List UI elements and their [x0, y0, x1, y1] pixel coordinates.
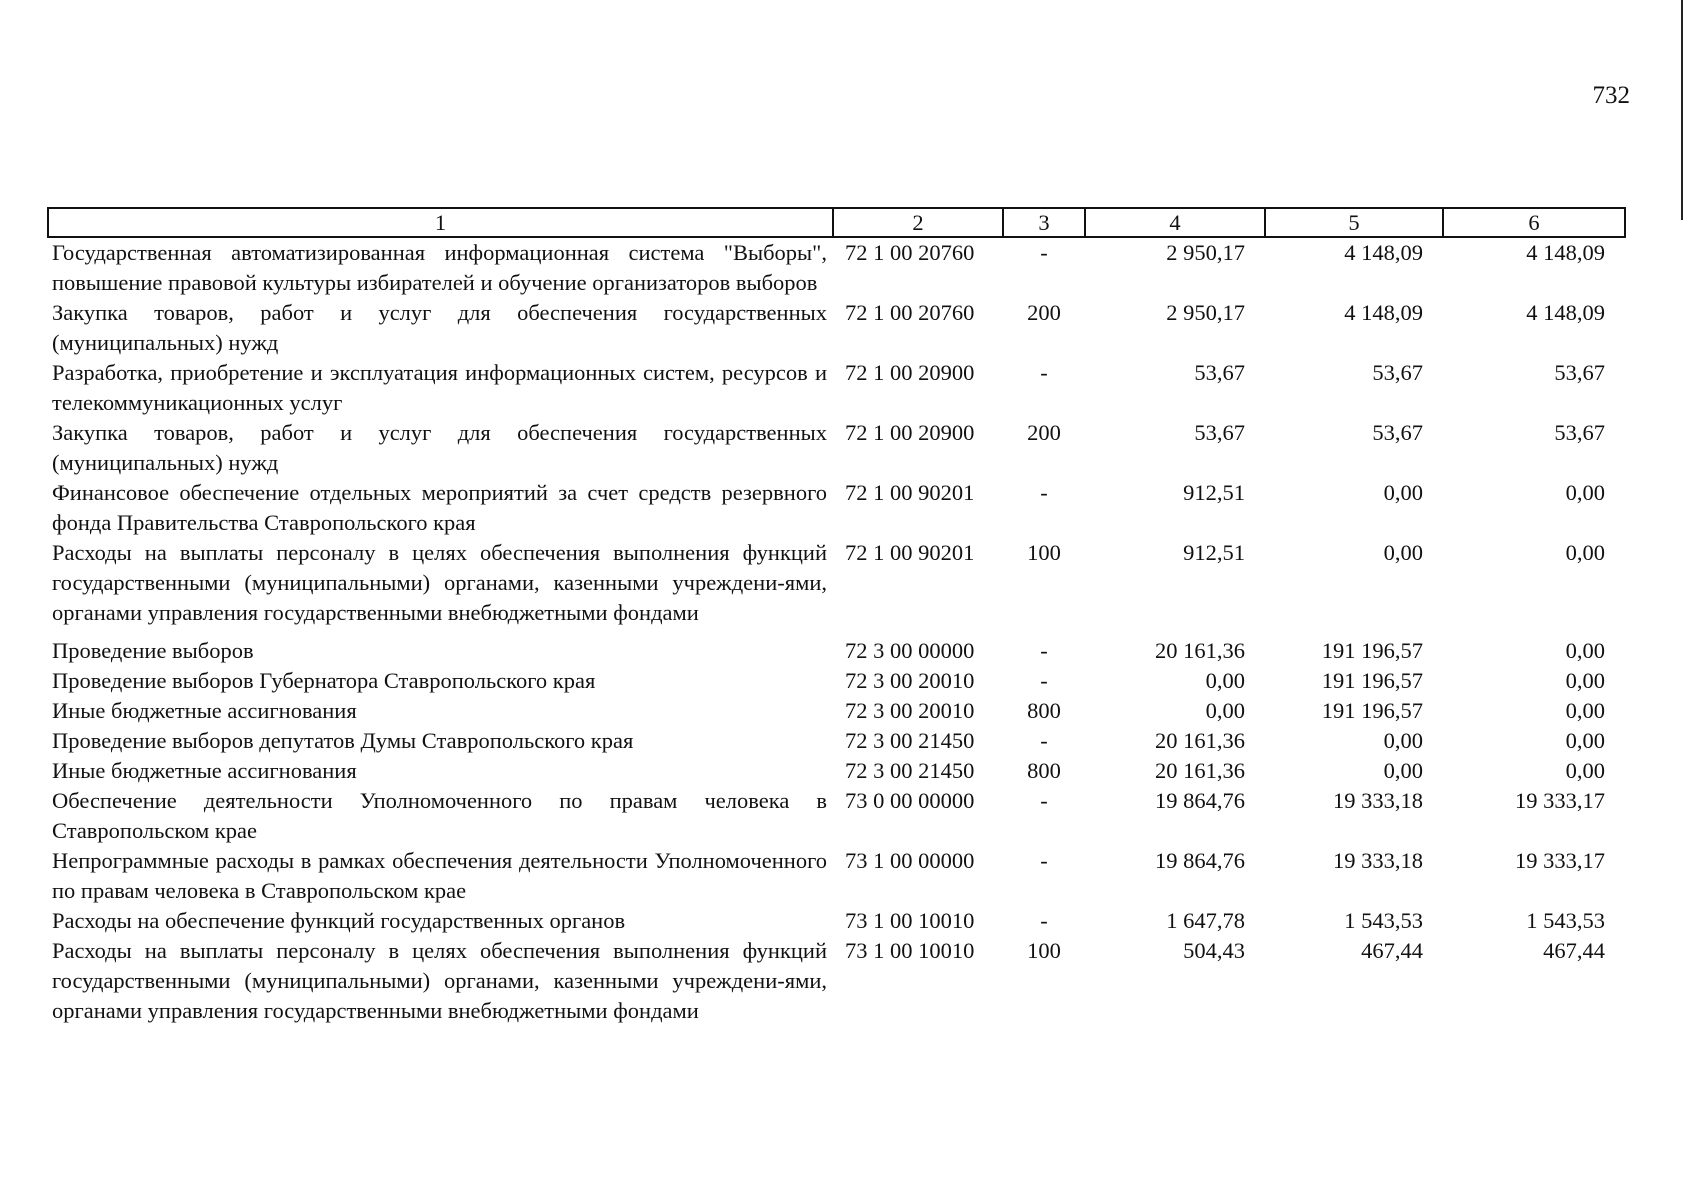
expense-type-cell: 800: [1027, 758, 1061, 783]
amount-col6-cell: 0,00: [1565, 728, 1605, 753]
target-code-cell: 72 3 00 21450: [845, 728, 975, 753]
amount-col6-cell: 4 148,09: [1526, 300, 1605, 325]
column-header: 1: [48, 208, 833, 237]
amount-col5-cell: 19 333,18: [1333, 788, 1423, 813]
amount-col6-cell: 1 543,53: [1526, 908, 1605, 933]
amount-col5-cell: 0,00: [1383, 728, 1423, 753]
table-row: [48, 478, 1625, 538]
table-row: [48, 666, 1625, 696]
target-code-cell: 72 3 00 20010: [845, 668, 975, 693]
amount-col5-cell: 0,00: [1383, 480, 1423, 505]
row-name-cell: Расходы на выплаты персоналу в целях обеспечения выполнения функций государственными (муниципальными) органами, казенными учреждени-ями, органами управления государственными внебюджетными фондами: [52, 938, 827, 1023]
amount-col5-cell: 4 148,09: [1344, 240, 1423, 265]
expense-type-cell: 100: [1027, 938, 1061, 963]
expense-type-cell: 800: [1027, 698, 1061, 723]
row-name-cell: Разработка, приобретение и эксплуатация информационных систем, ресурсов и телекоммуникационных услуг: [52, 360, 827, 415]
row-name-cell: Государственная автоматизированная информационная система "Выборы", повышение правовой культуры избирателей и обучение организаторов выборов: [52, 240, 827, 295]
table-row: [48, 906, 1625, 936]
row-name-cell: Закупка товаров, работ и услуг для обеспечения государственных (муниципальных) нужд: [52, 300, 827, 355]
expense-type-cell: -: [1040, 728, 1048, 753]
target-code-cell: 72 1 00 90201: [845, 480, 975, 505]
target-code-cell: 72 1 00 20900: [845, 360, 975, 385]
amount-col4-cell: 19 864,76: [1155, 788, 1245, 813]
amount-col6-cell: 0,00: [1565, 668, 1605, 693]
amount-col6-cell: 0,00: [1565, 480, 1605, 505]
amount-col5-cell: 0,00: [1383, 540, 1423, 565]
amount-col4-cell: 0,00: [1205, 668, 1245, 693]
expense-type-cell: 200: [1027, 420, 1061, 445]
amount-col6-cell: 19 333,17: [1515, 788, 1605, 813]
table-row: [48, 628, 1625, 666]
column-header: 4: [1085, 208, 1265, 237]
target-code-cell: 72 3 00 20010: [845, 698, 975, 723]
amount-col4-cell: 912,51: [1183, 540, 1245, 565]
table-row: [48, 756, 1625, 786]
row-name-cell: Финансовое обеспечение отдельных мероприятий за счет средств резервного фонда Правительства Ставропольского края: [52, 480, 827, 535]
table-row: [48, 696, 1625, 726]
amount-col6-cell: 467,44: [1543, 938, 1605, 963]
amount-col5-cell: 191 196,57: [1321, 698, 1423, 723]
page-edge-line: [1681, 0, 1683, 220]
target-code-cell: 72 3 00 21450: [845, 758, 975, 783]
column-header: 3: [1003, 208, 1085, 237]
amount-col5-cell: 0,00: [1383, 758, 1423, 783]
amount-col4-cell: 20 161,36: [1155, 638, 1245, 663]
expense-type-cell: -: [1040, 360, 1048, 385]
table-row: [48, 936, 1625, 1026]
amount-col4-cell: 0,00: [1205, 698, 1245, 723]
row-name-cell: Непрограммные расходы в рамках обеспечения деятельности Уполномоченного по правам человека в Ставропольском крае: [52, 848, 827, 903]
table-row: [48, 786, 1625, 846]
column-header: 5: [1265, 208, 1443, 237]
amount-col4-cell: 2 950,17: [1166, 240, 1245, 265]
expense-type-cell: -: [1040, 638, 1048, 663]
amount-col6-cell: 0,00: [1565, 698, 1605, 723]
target-code-cell: 73 1 00 10010: [845, 908, 975, 933]
amount-col5-cell: 1 543,53: [1344, 908, 1423, 933]
amount-col6-cell: 19 333,17: [1515, 848, 1605, 873]
expense-type-cell: -: [1040, 848, 1048, 873]
amount-col4-cell: 1 647,78: [1166, 908, 1245, 933]
amount-col6-cell: 0,00: [1565, 758, 1605, 783]
amount-col6-cell: 0,00: [1565, 540, 1605, 565]
target-code-cell: 72 1 00 20760: [845, 300, 975, 325]
table-row: [48, 418, 1625, 478]
amount-col5-cell: 467,44: [1361, 938, 1423, 963]
amount-col4-cell: 912,51: [1183, 480, 1245, 505]
row-name-cell: Закупка товаров, работ и услуг для обеспечения государственных (муниципальных) нужд: [52, 420, 827, 475]
amount-col6-cell: 0,00: [1565, 638, 1605, 663]
row-name-cell: Проведение выборов Губернатора Ставропольского края: [52, 668, 596, 693]
table-row: [48, 237, 1625, 298]
column-number-header-row: [48, 208, 1625, 237]
target-code-cell: 72 3 00 00000: [845, 638, 975, 663]
amount-col5-cell: 53,67: [1372, 420, 1423, 445]
expense-type-cell: -: [1040, 480, 1048, 505]
amount-col4-cell: 20 161,36: [1155, 728, 1245, 753]
target-code-cell: 72 1 00 20900: [845, 420, 975, 445]
amount-col4-cell: 504,43: [1183, 938, 1245, 963]
amount-col5-cell: 19 333,18: [1333, 848, 1423, 873]
row-name-cell: Проведение выборов депутатов Думы Ставропольского края: [52, 728, 634, 753]
column-header: 2: [833, 208, 1003, 237]
target-code-cell: 73 0 00 00000: [845, 788, 975, 813]
expense-type-cell: 100: [1027, 540, 1061, 565]
amount-col4-cell: 2 950,17: [1166, 300, 1245, 325]
row-name-cell: Расходы на выплаты персоналу в целях обеспечения выполнения функций государственными (муниципальными) органами, казенными учреждени-ями, органами управления государственными внебюджетными фондами: [52, 540, 827, 625]
target-code-cell: 73 1 00 00000: [845, 848, 975, 873]
column-header: 6: [1443, 208, 1625, 237]
row-name-cell: Иные бюджетные ассигнования: [52, 758, 357, 783]
expense-type-cell: -: [1040, 240, 1048, 265]
amount-col6-cell: 53,67: [1554, 360, 1605, 385]
target-code-cell: 72 1 00 90201: [845, 540, 975, 565]
amount-col5-cell: 191 196,57: [1321, 668, 1423, 693]
table-row: [48, 358, 1625, 418]
amount-col4-cell: 20 161,36: [1155, 758, 1245, 783]
table-row: [48, 726, 1625, 756]
table-row: [48, 298, 1625, 358]
budget-table: [47, 207, 1626, 1026]
amount-col4-cell: 19 864,76: [1155, 848, 1245, 873]
row-name-cell: Иные бюджетные ассигнования: [52, 698, 357, 723]
expense-type-cell: -: [1040, 668, 1048, 693]
page-number: 732: [1592, 82, 1630, 109]
amount-col5-cell: 53,67: [1372, 360, 1423, 385]
expense-type-cell: 200: [1027, 300, 1061, 325]
table-row: [48, 846, 1625, 906]
expense-type-cell: -: [1040, 908, 1048, 933]
table-row: [48, 538, 1625, 628]
row-name-cell: Расходы на обеспечение функций государственных органов: [52, 908, 626, 933]
amount-col6-cell: 53,67: [1554, 420, 1605, 445]
amount-col4-cell: 53,67: [1194, 360, 1245, 385]
amount-col5-cell: 4 148,09: [1344, 300, 1423, 325]
row-name-cell: Обеспечение деятельности Уполномоченного по правам человека в Ставропольском крае: [52, 788, 827, 843]
target-code-cell: 73 1 00 10010: [845, 938, 975, 963]
target-code-cell: 72 1 00 20760: [845, 240, 975, 265]
amount-col4-cell: 53,67: [1194, 420, 1245, 445]
row-name-cell: Проведение выборов: [52, 638, 254, 663]
expense-type-cell: -: [1040, 788, 1048, 813]
amount-col6-cell: 4 148,09: [1526, 240, 1605, 265]
amount-col5-cell: 191 196,57: [1321, 638, 1423, 663]
